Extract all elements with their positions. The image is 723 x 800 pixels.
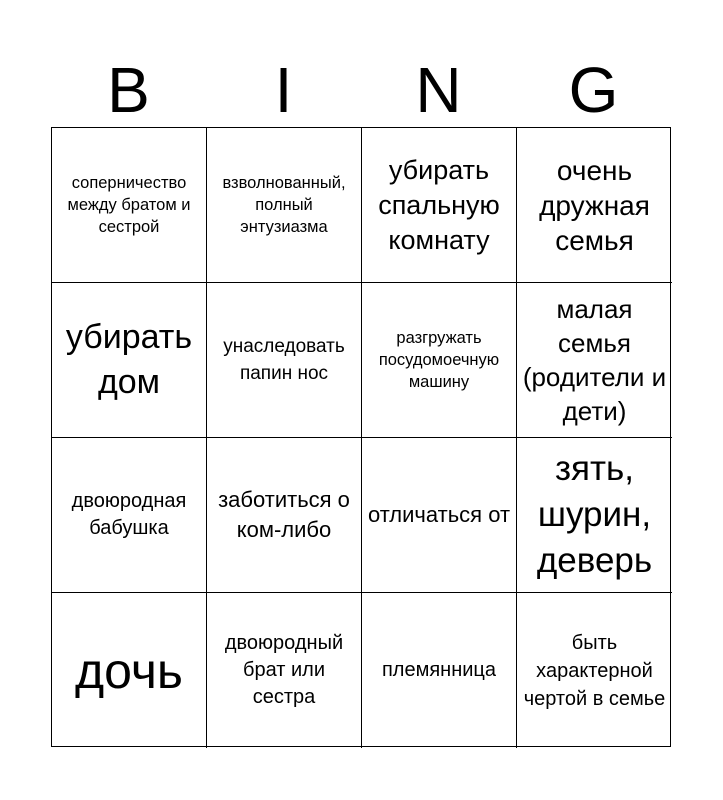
bingo-cell[interactable] — [52, 283, 207, 438]
cell-text: малая семья (родители и дети) — [522, 294, 667, 426]
cell-text: зять, шурин, деверь — [536, 449, 653, 580]
cell-text: двоюродный брат или сестра — [224, 632, 344, 708]
bingo-cell[interactable] — [362, 128, 517, 283]
bingo-cell[interactable] — [362, 283, 517, 438]
bingo-cell[interactable] — [207, 438, 362, 593]
bingo-cell[interactable] — [52, 438, 207, 593]
cell-text: отличаться от — [367, 502, 511, 527]
header-letter-b: B — [107, 54, 150, 126]
bingo-board — [51, 127, 671, 747]
bingo-cell[interactable] — [362, 593, 517, 748]
cell-text: взволнованный, полный энтузиазма — [222, 174, 346, 236]
cell-text: унаследовать папин нос — [223, 336, 345, 384]
cell-text: убирать дом — [65, 318, 193, 401]
header-letter-n: N — [415, 54, 462, 126]
header-letter-g: G — [568, 54, 619, 126]
bingo-cell[interactable] — [52, 593, 207, 748]
cell-text: разгружать посудомоечную машину — [378, 329, 500, 391]
cell-text: дочь — [75, 642, 183, 699]
bingo-cell[interactable] — [362, 438, 517, 593]
cell-text: очень дружная семья — [539, 154, 650, 256]
bingo-cell[interactable] — [517, 283, 672, 438]
bingo-cell[interactable] — [517, 438, 672, 593]
bingo-cell[interactable] — [52, 128, 207, 283]
cell-text: двоюродная бабушка — [71, 490, 187, 539]
cell-text: быть характерной чертой в семье — [523, 631, 666, 710]
bingo-cell[interactable] — [207, 283, 362, 438]
bingo-header — [51, 52, 671, 128]
bingo-cell[interactable] — [517, 593, 672, 748]
cell-text: племянница — [381, 659, 497, 681]
cell-text: убирать спальную комнату — [378, 154, 500, 255]
cell-text: заботиться о ком-либо — [218, 487, 350, 542]
header-letter-i: I — [274, 54, 293, 126]
bingo-cell[interactable] — [207, 593, 362, 748]
bingo-cell[interactable] — [207, 128, 362, 283]
bingo-cell[interactable] — [517, 128, 672, 283]
cell-text: соперничество между братом и сестрой — [67, 174, 191, 236]
